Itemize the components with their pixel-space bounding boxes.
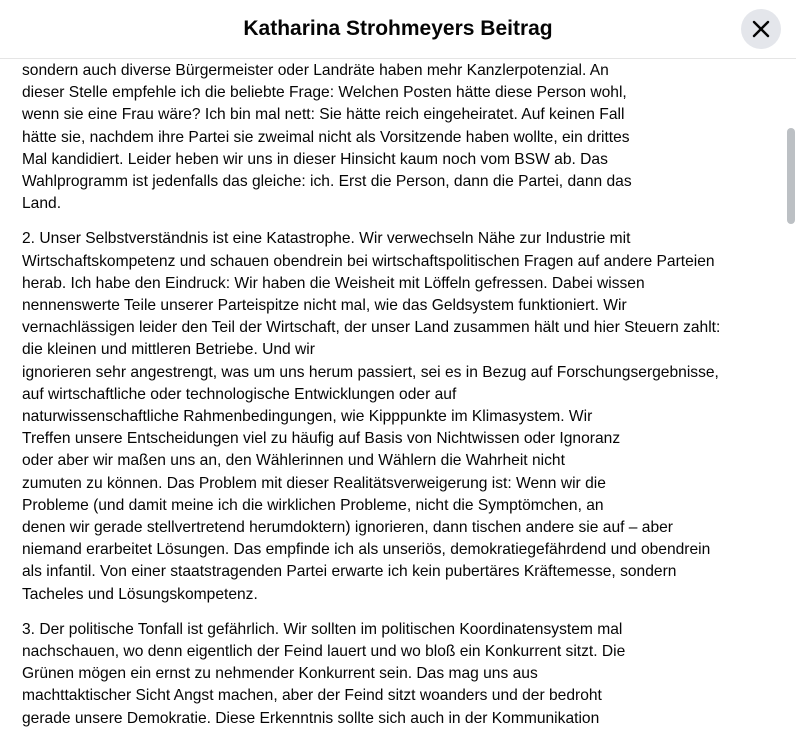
post-text-line: nennenswerte Teile unserer Parteispitze nicht mal, wie das Geldsystem funktioniert. Wir bbox=[22, 297, 627, 315]
post-text-line: ignorieren sehr angestrengt, was um uns herum passiert, sei es in Bezug auf Forschungsergebnisse, bbox=[22, 363, 719, 381]
post-text-line: Wirtschaftskompetenz und schauen obendrein bei wirtschaftspolitischen Fragen auf andere Parteien bbox=[22, 252, 715, 270]
post-text-line: naturwissenschaftliche Rahmenbedingungen, wie Kipppunkte im Klimasystem. Wir bbox=[22, 408, 593, 426]
post-text-line: dieser Stelle empfehle ich die beliebte Frage: Welchen Posten hätte diese Person wohl, bbox=[22, 84, 627, 102]
post-text-line: Grünen mögen ein ernst zu nehmender Konkurrent sein. Das mag uns aus bbox=[22, 665, 538, 683]
post-paragraph bbox=[22, 619, 782, 730]
post-text-line: denen wir gerade stellvertretend herumdoktern) ignorieren, dann tischen andere sie auf – aber bbox=[22, 519, 674, 537]
post-paragraph bbox=[22, 60, 782, 215]
dialog-header bbox=[0, 0, 796, 59]
post-text-line: 3. Der politische Tonfall ist gefährlich. Wir sollten im politischen Koordinatensystem mal bbox=[22, 620, 623, 638]
dialog-title: Katharina Strohmeyers Beitrag bbox=[243, 17, 553, 40]
close-icon bbox=[752, 20, 770, 38]
post-text-line: sondern auch diverse Bürgermeister oder Landräte haben mehr Kanzlerpotenzial. An bbox=[22, 62, 609, 79]
post-text bbox=[22, 60, 782, 739]
post-text-line: Tacheles und Lösungskompetenz. bbox=[22, 585, 258, 603]
post-text-line: auf wirtschaftliche oder technologische Entwicklungen oder auf bbox=[22, 385, 457, 403]
close-button[interactable] bbox=[741, 9, 781, 49]
post-text-line: 2. Unser Selbstverständnis ist eine Katastrophe. Wir verwechseln Nähe zur Industrie mit bbox=[22, 230, 631, 248]
post-text-line: niemand erarbeitet Lösungen. Das empfinde ich als unseriös, demokratiegefährdend und obendrein bbox=[22, 541, 711, 559]
post-text-line: hätte sie, nachdem ihre Partei sie zweimal nicht als Vorsitzende haben wollte, ein drittes bbox=[22, 128, 630, 146]
post-text-line: als infantil. Von einer staatstragenden Partei erwarte ich kein pubertäres Kräftemesse, sondern bbox=[22, 563, 677, 581]
post-text-line: herab. Ich habe den Eindruck: Wir haben die Weisheit mit Löffeln gefressen. Dabei wissen bbox=[22, 274, 645, 292]
post-text-line: Treffen unsere Entscheidungen viel zu häufig auf Basis von Nichtwissen oder Ignoranz bbox=[22, 430, 621, 448]
post-text-line: die kleinen und mittleren Betriebe. Und wir bbox=[22, 341, 315, 359]
bottom-edge bbox=[0, 727, 796, 739]
post-paragraph bbox=[22, 228, 782, 605]
post-text-line: Mal kandidiert. Leider heben wir uns in dieser Hinsicht kaum noch vom BSW ab. Das bbox=[22, 150, 608, 168]
post-text-line: oder aber wir maßen uns an, den Wählerinnen und Wählern die Wahrheit nicht bbox=[22, 452, 565, 470]
post-text-line: zumuten zu können. Das Problem mit dieser Realitätsverweigerung ist: Wenn wir die bbox=[22, 474, 606, 492]
scrollbar-thumb[interactable] bbox=[787, 128, 795, 224]
post-text-line: gerade unsere Demokratie. Diese Erkenntnis sollte sich auch in der Kommunikation bbox=[22, 709, 600, 727]
post-text-line: Land. bbox=[22, 195, 62, 213]
post-text-line: Wahlprogramm ist jedenfalls das gleiche: ich. Erst die Person, dann die Partei, dann das bbox=[22, 173, 632, 191]
post-content[interactable] bbox=[22, 58, 782, 739]
post-text-line: wenn sie eine Frau wäre? Ich bin mal nett: Sie hätte reich eingeheiratet. Auf keinen Fall bbox=[22, 106, 625, 124]
post-text-line: machttaktischer Sicht Angst machen, aber der Feind sitzt woanders und der bedroht bbox=[22, 687, 602, 705]
post-text-line: nachschauen, wo denn eigentlich der Feind lauert und wo bloß ein Konkurrent sitzt. Die bbox=[22, 643, 626, 661]
post-text-line: vernachlässigen leider den Teil der Wirtschaft, der unser Land zusammen hält und hier Steuern zahlt: bbox=[22, 319, 721, 337]
post-text-line: Probleme (und damit meine ich die wirklichen Probleme, nicht die Symptömchen, an bbox=[22, 496, 604, 514]
